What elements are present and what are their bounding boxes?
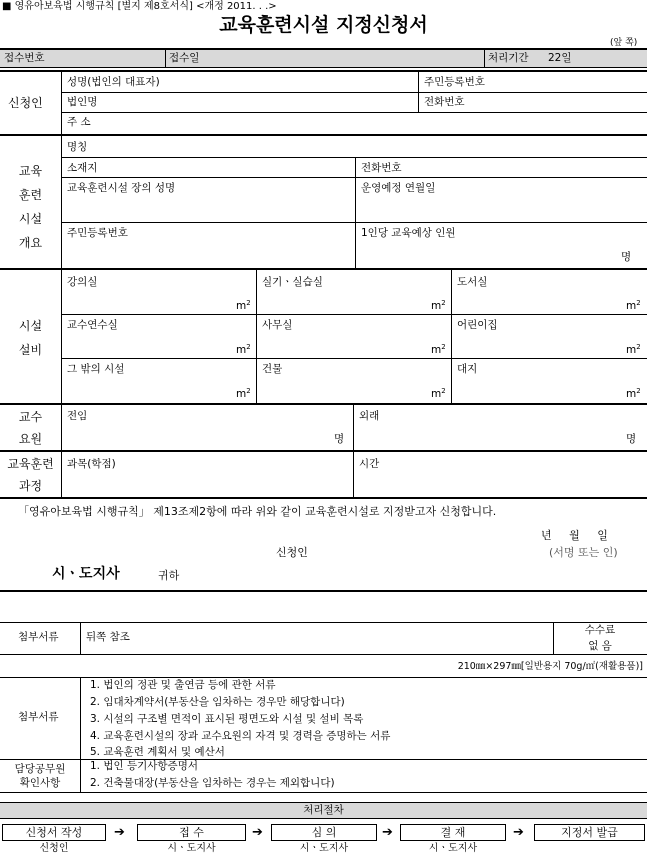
label-line: 담당공무원 <box>14 763 66 775</box>
equipment-item-library: 도서실 <box>457 276 488 288</box>
equipment-item-practice-room: 실기ㆍ실습실 <box>262 276 323 288</box>
divider <box>61 72 62 134</box>
divider <box>0 818 647 819</box>
arrow-right-icon: ➔ <box>382 825 393 840</box>
arrow-right-icon: ➔ <box>513 825 524 840</box>
receipt-no-label: 접수번호 <box>4 52 45 64</box>
section-label-line: 교육훈련 <box>7 457 54 471</box>
divider <box>0 48 647 50</box>
arrow-right-icon: ➔ <box>252 825 263 840</box>
applicant-resident-no-label: 주민등록번호 <box>424 76 485 88</box>
label-line: 확인사항 <box>19 777 61 789</box>
addressee: 시ㆍ도지사 <box>52 566 120 582</box>
head-name-label: 교육훈련시설 장의 성명 <box>67 182 176 194</box>
divider <box>61 270 62 403</box>
fee-label: 수수료 <box>584 624 616 636</box>
area-unit <box>431 344 446 356</box>
section-label-line: 요원 <box>18 432 43 446</box>
unit-sup: 2 <box>441 299 446 307</box>
divider <box>353 452 354 497</box>
divider <box>353 405 354 450</box>
divider <box>61 112 647 113</box>
process-step-application: 신청서 작성 <box>2 824 106 841</box>
section-label-line: 교수 <box>18 410 43 424</box>
section-label-line: 설비 <box>18 343 43 357</box>
area-unit <box>626 388 641 400</box>
process-step-approval: 결 재 <box>400 824 506 841</box>
divider <box>0 450 647 452</box>
course-subject-label: 과목(학점) <box>67 458 116 470</box>
unit-sup: 2 <box>441 343 446 351</box>
process-actor: 시ㆍ도지사 <box>167 843 216 854</box>
area-unit <box>236 344 251 356</box>
equipment-item-lecture-room: 강의실 <box>67 276 98 288</box>
course-hours-label: 시간 <box>359 458 380 470</box>
unit-sup: 2 <box>246 387 251 395</box>
unit-text: m <box>626 300 637 312</box>
attachment-item: 2. 임대차계약서(부동산을 임차하는 경우만 해당합니다) <box>90 696 345 708</box>
fee-value: 없 음 <box>588 640 612 652</box>
corp-name-label: 법인명 <box>67 96 98 108</box>
divider <box>0 590 647 592</box>
section-label-line: 과정 <box>18 479 43 493</box>
divider <box>0 268 647 270</box>
attachment-item: 3. 시설의 구조별 면적이 표시된 평면도와 시설 및 설비 목록 <box>90 713 364 725</box>
equipment-item-daycare: 어린이집 <box>457 319 498 331</box>
process-period-value: 22일 <box>548 52 572 64</box>
divider <box>61 405 62 450</box>
official-check-item: 2. 건축물대장(부동산을 임차하는 경우는 제외합니다) <box>90 777 335 789</box>
process-actor: 시ㆍ도지사 <box>299 843 349 854</box>
section-label-line: 교육 <box>18 164 43 178</box>
unit-text: m <box>431 388 442 400</box>
unit-text: m <box>626 344 637 356</box>
process-actor: 시ㆍ도지사 <box>428 843 478 854</box>
signature-note: (서명 또는 인) <box>549 546 618 559</box>
equipment-item-land: 대지 <box>457 363 478 375</box>
divider <box>0 497 647 499</box>
divider <box>0 134 647 136</box>
per-capita-label: 1인당 교육예상 인원 <box>361 227 456 239</box>
divider <box>61 136 62 268</box>
facility-phone-label: 전화번호 <box>361 162 402 174</box>
divider <box>0 677 647 678</box>
divider <box>61 452 62 497</box>
divider <box>0 67 647 68</box>
form-title: 교육훈련시설 지정신청서 <box>219 14 428 36</box>
area-unit <box>626 300 641 312</box>
official-check-item: 1. 법인 등기사항증명서 <box>90 760 198 772</box>
faculty-section-label <box>0 406 61 450</box>
divider <box>61 314 647 315</box>
divider <box>484 49 485 67</box>
unit-text: m <box>236 388 247 400</box>
process-period-label: 처리기간 <box>488 52 529 64</box>
divider <box>0 802 647 803</box>
area-unit <box>236 300 251 312</box>
unit-text: m <box>431 300 442 312</box>
divider <box>61 358 647 359</box>
process-step-review: 심 의 <box>271 824 377 841</box>
section-label-line: 훈련 <box>18 188 43 202</box>
applicant-section-label: 신청인 <box>8 96 43 110</box>
divider <box>61 92 647 93</box>
faculty-external-label: 외래 <box>359 410 380 422</box>
attachments-label: 첨부서류 <box>18 711 59 723</box>
divider <box>80 677 81 792</box>
equipment-section-label <box>0 314 61 362</box>
unit-sup: 2 <box>636 299 641 307</box>
head-resident-no-label: 주민등록번호 <box>67 227 128 239</box>
honorific: 귀하 <box>158 569 180 582</box>
applicant-name-label: 성명(법인의 대표자) <box>67 76 160 88</box>
arrow-right-icon: ➔ <box>114 825 125 840</box>
divider <box>451 270 452 403</box>
open-date-label: 운영예정 연월일 <box>361 182 436 194</box>
divider <box>165 49 166 67</box>
page-side-note: (앞 쪽) <box>610 38 638 48</box>
process-title: 처리절차 <box>303 804 344 816</box>
law-reference: ■ 영유아보육법 시행규칙 [별지 제8호서식] <개정 2011. . .> <box>2 1 277 12</box>
unit-text: m <box>236 300 247 312</box>
divider <box>61 222 647 223</box>
equipment-item-building: 건물 <box>262 363 283 375</box>
attachments-top-value: 뒤쪽 참조 <box>86 631 130 643</box>
divider <box>0 654 647 655</box>
attachment-item: 4. 교육훈련시설의 장과 교수요원의 자격 및 경력을 증명하는 서류 <box>90 730 391 742</box>
facility-overview-section-label <box>0 159 61 255</box>
divider <box>0 622 647 623</box>
divider <box>355 157 356 268</box>
faculty-external-unit: 명 <box>626 433 637 445</box>
unit-sup: 2 <box>246 299 251 307</box>
equipment-item-faculty-room: 교수연수실 <box>67 319 118 331</box>
divider <box>0 792 647 793</box>
area-unit <box>431 300 446 312</box>
equipment-item-other: 그 밖의 시설 <box>67 363 125 375</box>
unit-text: m <box>626 388 637 400</box>
divider <box>256 270 257 403</box>
area-unit <box>431 388 446 400</box>
process-step-issuance: 지정서 발급 <box>534 824 645 841</box>
attachment-item: 5. 교육훈련 계획서 및 예산서 <box>90 746 225 758</box>
course-section-label <box>0 453 61 497</box>
unit-sup: 2 <box>441 387 446 395</box>
section-label-line: 시설 <box>18 319 43 333</box>
divider <box>61 177 647 178</box>
section-label-line: 개요 <box>18 236 43 250</box>
area-unit <box>626 344 641 356</box>
unit-sup: 2 <box>636 343 641 351</box>
declaration-date-line: 년 월 일 <box>541 529 608 542</box>
official-check-label <box>0 762 80 790</box>
divider <box>80 622 81 654</box>
divider <box>61 157 647 158</box>
faculty-fulltime-label: 전임 <box>67 410 88 422</box>
receipt-date-label: 접수일 <box>169 52 200 64</box>
equipment-item-office: 사무실 <box>262 319 293 331</box>
unit-text: m <box>431 344 442 356</box>
process-step-receipt: 접 수 <box>137 824 246 841</box>
unit-sup: 2 <box>246 343 251 351</box>
facility-name-label: 명칭 <box>67 141 88 153</box>
faculty-fulltime-unit: 명 <box>334 433 345 445</box>
per-capita-unit: 명 <box>621 251 632 263</box>
section-label-line: 시설 <box>18 212 43 226</box>
facility-location-label: 소재지 <box>67 162 98 174</box>
attachment-item: 1. 법인의 정관 및 출연금 등에 관한 서류 <box>90 679 276 691</box>
attachments-top-label: 첨부서류 <box>18 631 59 643</box>
unit-sup: 2 <box>636 387 641 395</box>
divider <box>0 70 647 72</box>
divider <box>0 403 647 405</box>
declaration-statement: 「영유아보육법 시행규칙」 제13조제2항에 따라 위와 같이 교육훈련시설로 지정받고자 신청합니다. <box>18 505 497 518</box>
declaration-applicant-label: 신청인 <box>276 546 308 559</box>
applicant-address-label: 주 소 <box>67 116 91 128</box>
applicant-phone-label: 전화번호 <box>424 96 465 108</box>
paper-spec: 210㎜×297㎜[일반용지 70g/㎡(재활용품)] <box>457 661 643 672</box>
area-unit <box>236 388 251 400</box>
process-actor: 신청인 <box>39 843 69 854</box>
unit-text: m <box>236 344 247 356</box>
